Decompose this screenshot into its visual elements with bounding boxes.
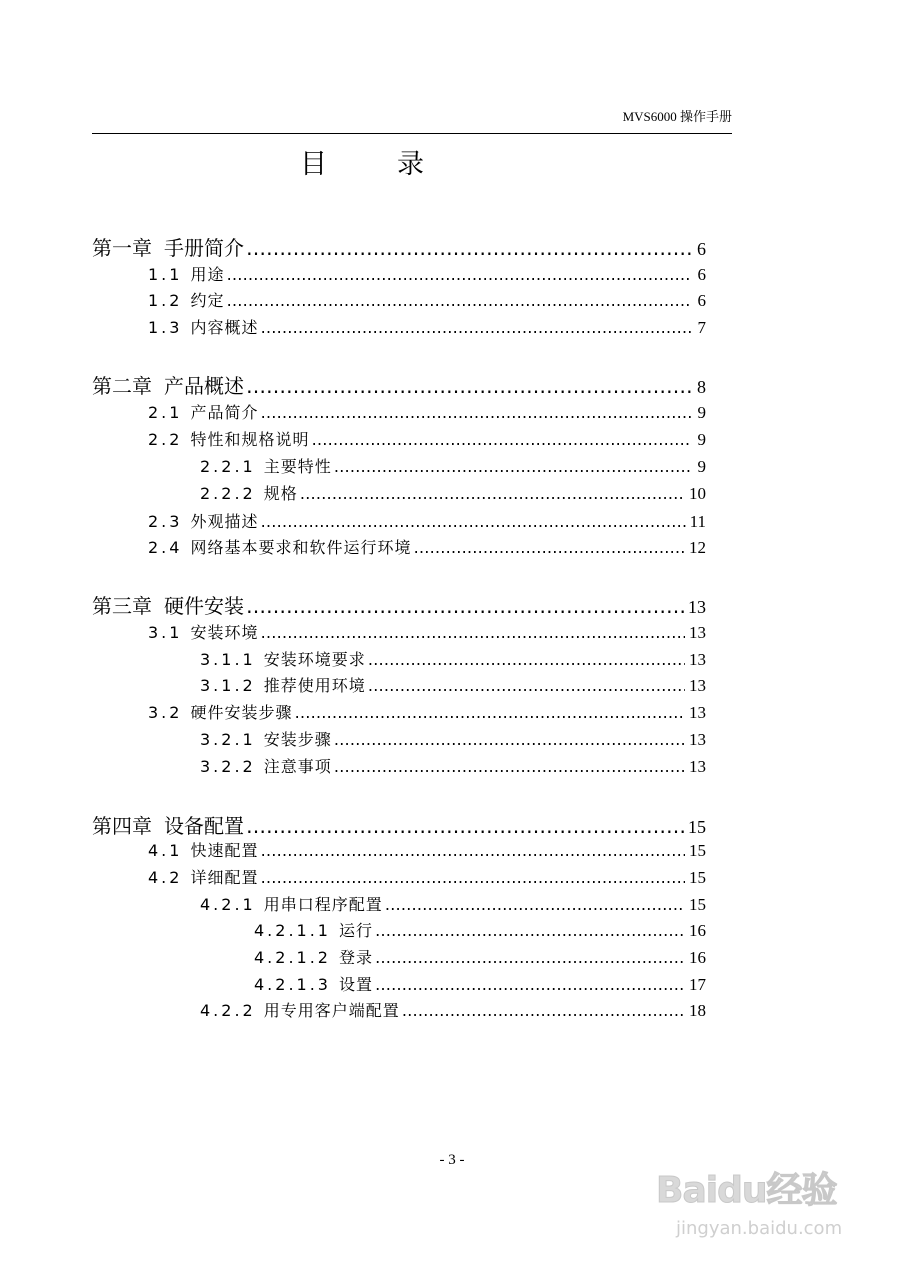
toc-heading bbox=[300, 142, 424, 181]
toc-entry[interactable] bbox=[148, 535, 706, 558]
toc-entry[interactable] bbox=[148, 509, 706, 532]
toc-entry-title: 特性和规格说明 bbox=[190, 430, 310, 449]
toc-entry[interactable] bbox=[200, 673, 706, 696]
watermark-logo bbox=[636, 1138, 876, 1250]
toc-entry-page: 10 bbox=[689, 484, 706, 503]
toc-entry-title: 用途 bbox=[190, 265, 225, 284]
toc-entry[interactable] bbox=[148, 620, 706, 643]
toc-dot-leader bbox=[368, 650, 685, 669]
toc-dot-leader bbox=[260, 512, 685, 531]
toc-entry-page: 13 bbox=[688, 597, 706, 617]
toc-entry-title: 硬件安装步骤 bbox=[190, 703, 293, 722]
toc-entry-page: 13 bbox=[689, 757, 706, 776]
toc-dot-leader bbox=[246, 236, 692, 260]
toc-entry-number: 4.2.1.1 bbox=[254, 921, 331, 940]
toc-entry-title: 设置 bbox=[338, 975, 373, 994]
toc-entry-number: 1.1 bbox=[148, 265, 183, 284]
toc-entry[interactable] bbox=[148, 400, 706, 423]
toc-entry[interactable] bbox=[148, 865, 706, 888]
toc-entry-page: 15 bbox=[689, 868, 706, 887]
toc-dot-leader bbox=[246, 594, 684, 618]
toc-entry-title: 快速配置 bbox=[190, 841, 259, 860]
toc-dot-leader bbox=[246, 374, 692, 398]
page-number: - 3 - bbox=[439, 1152, 465, 1168]
toc-entry-page: 7 bbox=[697, 318, 706, 337]
toc-entry-page: 17 bbox=[689, 975, 706, 994]
toc-entry-page: 9 bbox=[697, 403, 706, 422]
toc-dot-leader bbox=[260, 868, 685, 887]
toc-entry-number: 3.2 bbox=[148, 703, 183, 722]
toc-entry[interactable] bbox=[200, 454, 706, 477]
toc-entry[interactable] bbox=[148, 427, 706, 450]
header-divider bbox=[92, 133, 732, 134]
toc-entry[interactable] bbox=[200, 647, 706, 670]
toc-entry-number: 4.2.1 bbox=[200, 895, 256, 914]
toc-entry-title: 推荐使用环境 bbox=[263, 676, 366, 695]
toc-entry-number: 3.2.2 bbox=[200, 757, 256, 776]
toc-entry-page: 13 bbox=[689, 703, 706, 722]
toc-entry[interactable] bbox=[92, 810, 706, 839]
toc-entry-title: 注意事项 bbox=[263, 757, 332, 776]
toc-entry-number: 第一章 bbox=[92, 236, 152, 260]
toc-heading-left: 目 bbox=[300, 149, 327, 180]
toc-entry-number: 4.1 bbox=[148, 841, 183, 860]
toc-dot-leader bbox=[385, 895, 685, 914]
toc-entry[interactable] bbox=[200, 727, 706, 750]
toc-entry-title: 用串口程序配置 bbox=[263, 895, 383, 914]
header-title: MVS6000 操作手册 bbox=[622, 109, 732, 124]
toc-entry-title: 运行 bbox=[338, 921, 373, 940]
toc-entry-title: 安装环境 bbox=[190, 623, 259, 642]
toc-entry-title: 设备配置 bbox=[164, 814, 244, 838]
toc-entry-number: 第四章 bbox=[92, 814, 152, 838]
toc-dot-leader bbox=[300, 484, 685, 503]
toc-entry-number: 3.1 bbox=[148, 623, 183, 642]
toc-entry-title: 安装环境要求 bbox=[263, 650, 366, 669]
toc-entry-title: 用专用客户端配置 bbox=[263, 1001, 400, 1020]
toc-entry-number: 4.2 bbox=[148, 868, 183, 887]
toc-entry-title: 主要特性 bbox=[263, 457, 332, 476]
toc-entry-number: 1.3 bbox=[148, 318, 183, 337]
toc-entry-page: 11 bbox=[689, 512, 706, 531]
toc-entry-page: 16 bbox=[689, 948, 706, 967]
toc-entry-page: 9 bbox=[697, 457, 706, 476]
toc-entry-number: 3.1.2 bbox=[200, 676, 256, 695]
toc-entry-page: 8 bbox=[697, 377, 706, 397]
toc-dot-leader bbox=[375, 948, 685, 967]
toc-entry-title: 外观描述 bbox=[190, 512, 259, 531]
toc-heading-right: 录 bbox=[397, 149, 424, 180]
watermark-brand: Baidu经验 bbox=[656, 1170, 837, 1211]
toc-entry-page: 16 bbox=[689, 921, 706, 940]
toc-entry-page: 6 bbox=[697, 291, 706, 310]
toc-entry[interactable] bbox=[200, 754, 706, 777]
toc-entry-number: 2.1 bbox=[148, 403, 183, 422]
toc-entry-title: 规格 bbox=[263, 484, 298, 503]
toc-entry-page: 6 bbox=[697, 239, 706, 259]
toc-entry[interactable] bbox=[200, 892, 706, 915]
toc-entry-page: 13 bbox=[689, 650, 706, 669]
toc-entry-page: 15 bbox=[689, 841, 706, 860]
toc-dot-leader bbox=[413, 538, 685, 557]
toc-entry-title: 硬件安装 bbox=[164, 594, 244, 618]
toc-dot-leader bbox=[334, 730, 685, 749]
toc-entry-title: 约定 bbox=[190, 291, 225, 310]
toc-entry-page: 13 bbox=[689, 730, 706, 749]
toc-dot-leader bbox=[294, 703, 685, 722]
toc-entry-number: 4.2.2 bbox=[200, 1001, 256, 1020]
toc-entry-title: 内容概述 bbox=[190, 318, 259, 337]
toc-entry-page: 12 bbox=[689, 538, 706, 557]
toc-dot-leader bbox=[368, 676, 685, 695]
toc-dot-leader bbox=[260, 318, 692, 337]
toc-entry[interactable] bbox=[148, 700, 706, 723]
toc-dot-leader bbox=[260, 403, 692, 422]
toc-entry-title: 登录 bbox=[338, 948, 373, 967]
toc-dot-leader bbox=[375, 921, 685, 940]
toc-entry-page: 13 bbox=[689, 623, 706, 642]
toc-entry-page: 15 bbox=[689, 895, 706, 914]
toc-entry-number: 2.2 bbox=[148, 430, 183, 449]
toc-dot-leader bbox=[260, 623, 685, 642]
toc-entry-page: 13 bbox=[689, 676, 706, 695]
toc-entry-number: 2.2.2 bbox=[200, 484, 256, 503]
toc-entry-number: 4.2.1.2 bbox=[254, 948, 331, 967]
toc-entry-page: 18 bbox=[689, 1001, 706, 1020]
toc-entry[interactable] bbox=[148, 315, 706, 338]
toc-entry[interactable] bbox=[148, 262, 706, 285]
toc-entry-title: 详细配置 bbox=[190, 868, 259, 887]
toc-entry-number: 3.2.1 bbox=[200, 730, 256, 749]
toc-dot-leader bbox=[246, 814, 684, 838]
toc-entry[interactable] bbox=[200, 481, 706, 504]
toc-entry[interactable] bbox=[92, 370, 706, 399]
toc-entry-page: 9 bbox=[697, 430, 706, 449]
toc-dot-leader bbox=[226, 291, 692, 310]
toc-entry[interactable] bbox=[254, 918, 706, 941]
toc-entry-number: 3.1.1 bbox=[200, 650, 256, 669]
toc-entry-page: 15 bbox=[688, 817, 706, 837]
toc-entry-number: 2.2.1 bbox=[200, 457, 256, 476]
toc-dot-leader bbox=[260, 841, 685, 860]
toc-entry[interactable] bbox=[92, 232, 706, 261]
toc-dot-leader bbox=[334, 457, 692, 476]
toc-dot-leader bbox=[402, 1001, 685, 1020]
toc-entry-title: 手册简介 bbox=[164, 236, 244, 260]
watermark-url: jingyan.baidu.com bbox=[676, 1218, 843, 1239]
toc-dot-leader bbox=[311, 430, 692, 449]
toc-dot-leader bbox=[334, 757, 685, 776]
toc-entry-number: 第三章 bbox=[92, 594, 152, 618]
toc-entry-page: 6 bbox=[697, 265, 706, 284]
toc-entry-title: 安装步骤 bbox=[263, 730, 332, 749]
toc-entry-number: 1.2 bbox=[148, 291, 183, 310]
toc-entry[interactable] bbox=[254, 945, 706, 968]
toc-entry-number: 4.2.1.3 bbox=[254, 975, 331, 994]
toc-entry-title: 产品简介 bbox=[190, 403, 259, 422]
toc-entry-title: 产品概述 bbox=[164, 374, 244, 398]
toc-entry[interactable] bbox=[254, 972, 706, 995]
toc-entry[interactable] bbox=[92, 590, 706, 619]
toc-dot-leader bbox=[226, 265, 692, 284]
toc-entry-number: 第二章 bbox=[92, 374, 152, 398]
toc-entry[interactable] bbox=[200, 998, 706, 1021]
toc-entry[interactable] bbox=[148, 838, 706, 861]
toc-entry-number: 2.4 bbox=[148, 538, 183, 557]
toc-entry[interactable] bbox=[148, 288, 706, 311]
toc-dot-leader bbox=[375, 975, 685, 994]
toc-entry-title: 网络基本要求和软件运行环境 bbox=[190, 538, 412, 557]
toc-entry-number: 2.3 bbox=[148, 512, 183, 531]
